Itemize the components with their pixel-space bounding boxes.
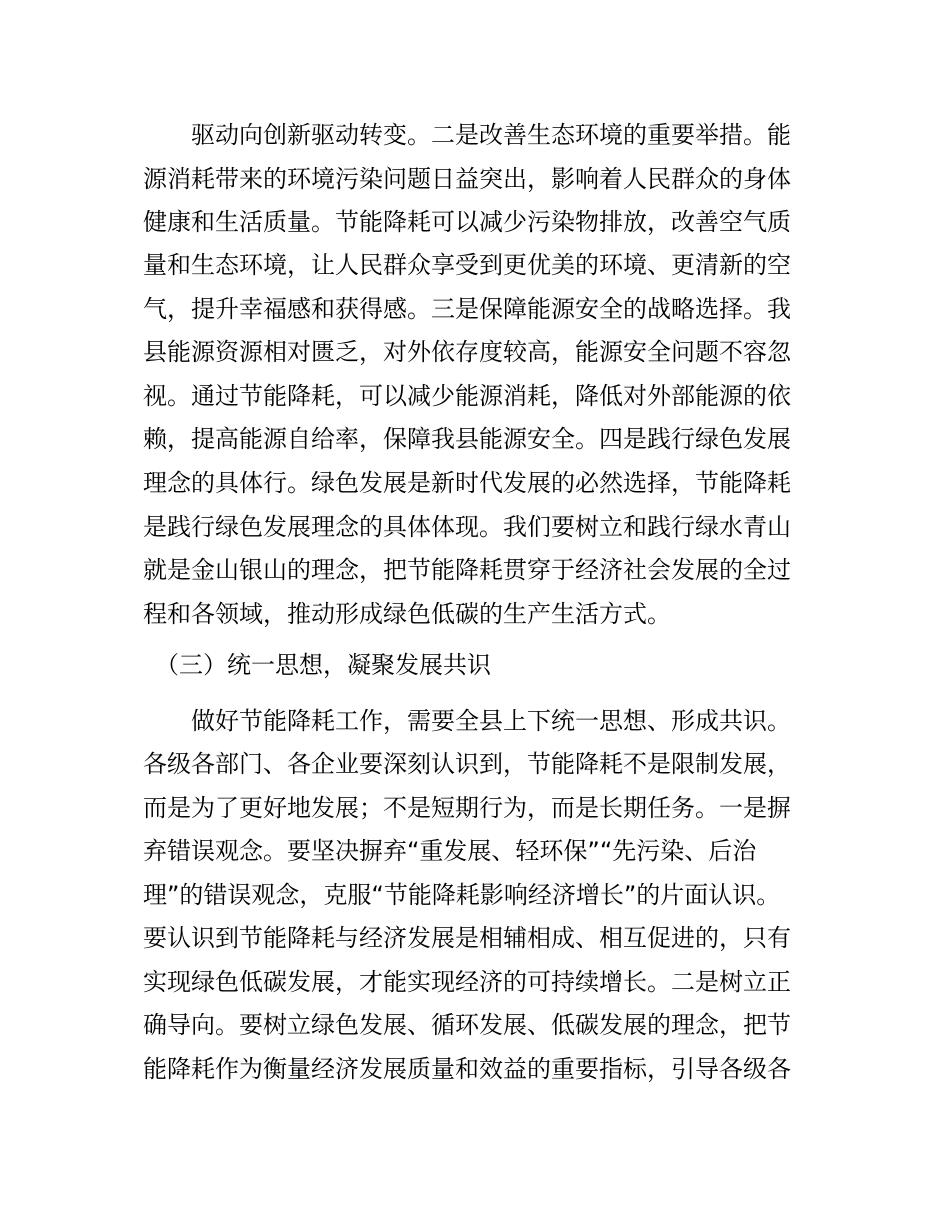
paragraph-line: 驱动向创新驱动转变。二是改善生态环境的重要举措。能: [143, 121, 791, 149]
paragraph-line: 健康和生活质量。节能降耗可以减少污染物排放，改善空气质: [143, 208, 791, 236]
paragraph-line: 实现绿色低碳发展，才能实现经济的可持续增长。二是树立正: [143, 968, 791, 996]
paragraph-line: 而是为了更好地发展；不是短期行为，而是长期任务。一是摒: [143, 794, 791, 822]
paragraph-line: 气，提升幸福感和获得感。三是保障能源安全的战略选择。我: [143, 295, 791, 323]
paragraph-line: 赖，提高能源自给率，保障我县能源安全。四是践行绿色发展: [143, 425, 791, 453]
paragraph-line: 源消耗带来的环境污染问题日益突出，影响着人民群众的身体: [143, 165, 791, 193]
paragraph-line: 县能源资源相对匮乏，对外依存度较高，能源安全问题不容忽: [143, 338, 791, 366]
paragraph-line: 确导向。要树立绿色发展、循环发展、低碳发展的理念，把节: [143, 1011, 791, 1039]
paragraph-line: 能降耗作为衡量经济发展质量和效益的重要指标，引导各级各: [143, 1055, 791, 1083]
paragraph-line: 就是金山银山的理念，把节能降耗贯穿于经济社会发展的全过: [143, 556, 791, 584]
paragraph-line: 弃错误观念。要坚决摒弃“重发展、轻环保”“先污染、后治: [143, 837, 757, 865]
paragraph-line: 视。通过节能降耗，可以减少能源消耗，降低对外部能源的依: [143, 382, 791, 410]
paragraph-line: 是践行绿色发展理念的具体体现。我们要树立和践行绿水青山: [143, 513, 791, 541]
paragraph-line: 各级各部门、各企业要深刻认识到，节能降耗不是限制发展，: [143, 750, 791, 778]
section-heading: （三）统一思想，凝聚发展共识: [143, 651, 491, 679]
paragraph-line: 程和各领域，推动形成绿色低碳的生产生活方式。: [143, 600, 671, 628]
paragraph-line: 要认识到节能降耗与经济发展是相辅相成、相互促进的，只有: [143, 924, 791, 952]
paragraph-line: 量和生态环境，让人民群众享受到更优美的环境、更清新的空: [143, 251, 791, 279]
paragraph-line: 理”的错误观念，克服“节能降耗影响经济增长”的片面认识。: [143, 881, 781, 909]
paragraph-line: 理念的具体行。绿色发展是新时代发展的必然选择，节能降耗: [143, 469, 791, 497]
paragraph-line: 做好节能降耗工作，需要全县上下统一思想、形成共识。: [143, 707, 791, 735]
